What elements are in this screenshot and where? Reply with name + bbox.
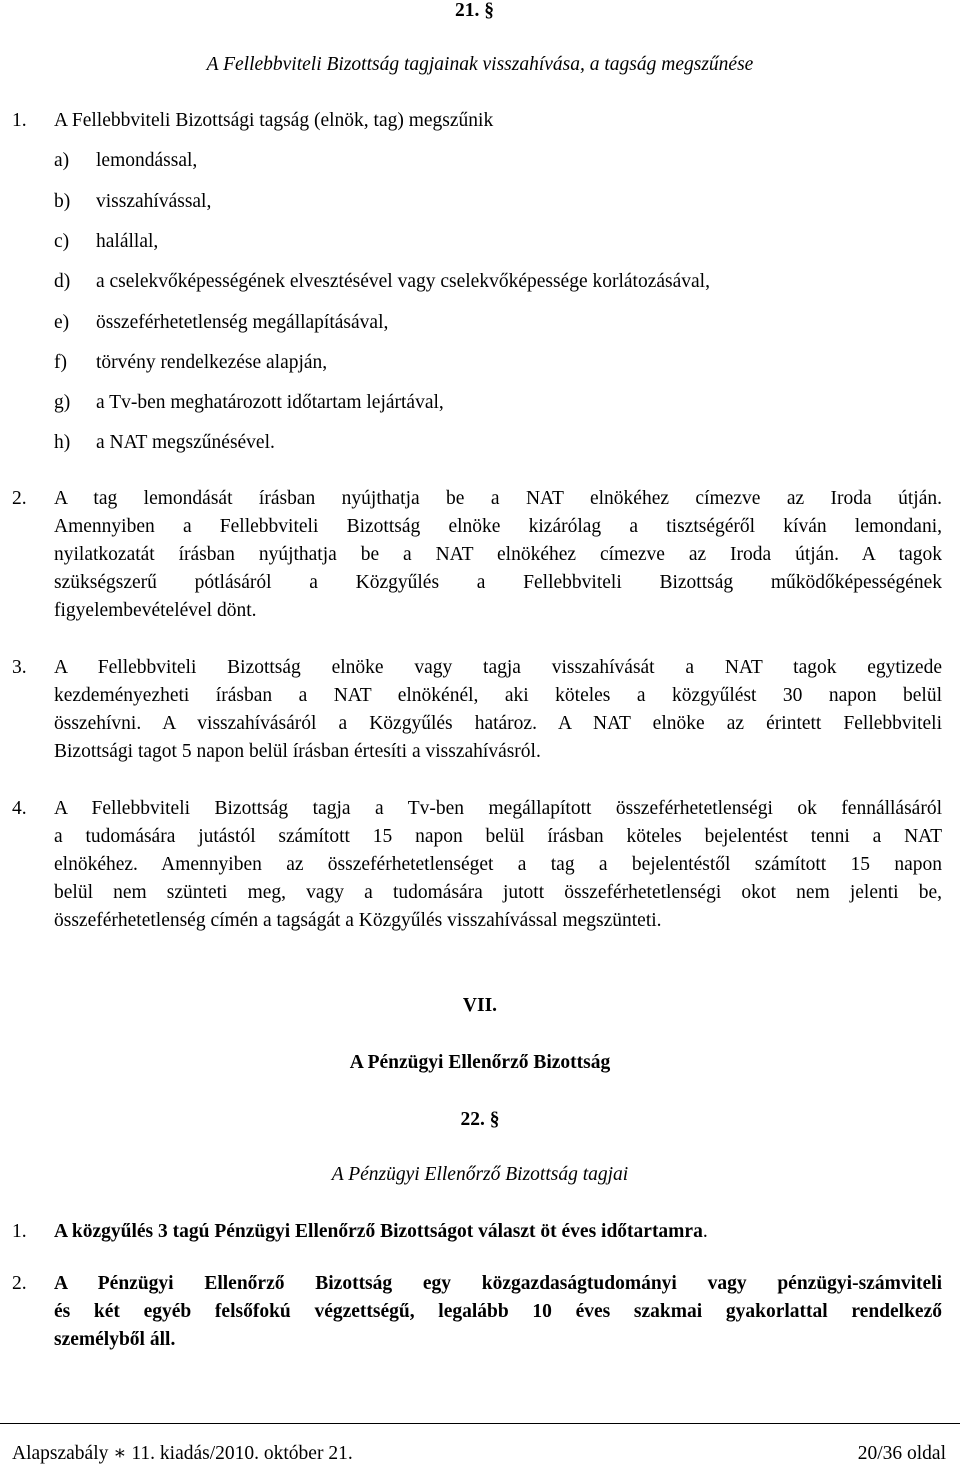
list-item-text: halállal,	[96, 231, 159, 252]
section-21-title: A Fellebbviteli Bizottság tagjainak visszahívása, a tagság megszűnése	[206, 54, 754, 75]
paragraph-2-number: 2.	[12, 488, 27, 509]
paragraph-1-intro: A Fellebbviteli Bizottsági tagság (elnök, tag) megszűnik	[54, 110, 494, 131]
paragraph-line: A tag lemondását írásban nyújthatja be a NAT elnökéhez címezve az Iroda útján.	[54, 488, 942, 509]
paragraph-3-text	[54, 654, 942, 766]
s22-paragraph-1-text	[54, 1218, 708, 1246]
paragraph-line: kezdeményezheti írásban a NAT elnökénél, aki köteles a közgyűlést 30 napon belül	[54, 685, 942, 706]
paragraph-1-number: 1.	[12, 110, 27, 131]
list-item-text: törvény rendelkezése alapján,	[96, 352, 328, 373]
section-22-marker: 22. §	[460, 1109, 500, 1130]
s22-paragraph-2-number: 2.	[12, 1273, 27, 1294]
list-item-letter: d)	[54, 271, 71, 292]
footer-page-number: 20/36 oldal	[857, 1443, 946, 1464]
paragraph-3-number: 3.	[12, 657, 27, 678]
paragraph-line: és két egyéb felsőfokú végzettségű, legalább 10 éves szakmai gyakorlattal rendelkező	[54, 1301, 942, 1322]
paragraph-line: Bizottsági tagot 5 napon belül írásban értesíti a visszahívásról.	[54, 741, 541, 762]
s22-paragraph-2-text	[54, 1270, 942, 1354]
paragraph-line: szükségszerű pótlásáról a Közgyűlés a Fellebbviteli Bizottság működőképességének	[54, 572, 942, 593]
list-item-letter: g)	[54, 392, 71, 413]
paragraph-line: belül nem szünteti meg, vagy a tudomására jutott összeférhetetlenségi okot nem jelenti be,	[54, 882, 942, 903]
list-item-text: a cselekvőképességének elvesztésével vagy cselekvőképessége korlátozásával,	[96, 271, 710, 292]
list-item-text: összeférhetetlenség megállapításával,	[96, 312, 389, 333]
s22-paragraph-1-number: 1.	[12, 1221, 27, 1242]
footer-divider	[0, 1423, 960, 1424]
list-item-text: a NAT megszűnésével.	[96, 432, 275, 453]
paragraph-line: A Pénzügyi Ellenőrző Bizottság egy közgazdaságtudományi vagy pénzügyi-számviteli	[54, 1273, 942, 1294]
list-item-text: a Tv-ben meghatározott időtartam lejártával,	[96, 392, 444, 413]
list-item-letter: e)	[54, 312, 70, 333]
s22-paragraph-1-tail: .	[702, 1221, 708, 1242]
list-item-text: lemondással,	[96, 150, 198, 171]
paragraph-line: személyből áll.	[54, 1329, 176, 1350]
paragraph-line: figyelembevételével dönt.	[54, 600, 257, 621]
paragraph-line: a tudomására jutástól számított 15 napon belül írásban köteles bejelentést tenni a NAT	[54, 826, 942, 847]
s22-paragraph-1-bold: A közgyűlés 3 tagú Pénzügyi Ellenőrző Bizottságot választ öt éves időtartamra	[54, 1221, 703, 1242]
section-22-title: A Pénzügyi Ellenőrző Bizottság tagjai	[331, 1164, 629, 1185]
paragraph-4-number: 4.	[12, 798, 27, 819]
chapter-title: A Pénzügyi Ellenőrző Bizottság	[349, 1052, 611, 1073]
paragraph-line: Amennyiben a Fellebbviteli Bizottság elnöke kizárólag a tisztségéről kíván lemondani,	[54, 516, 942, 537]
chapter-number: VII.	[462, 995, 498, 1016]
list-item-text: visszahívással,	[96, 191, 212, 212]
footer-document-info: Alapszabály ∗ 11. kiadás/2010. október 21.	[12, 1443, 353, 1464]
paragraph-line: összehívni. A visszahívásáról a Közgyűlés határoz. A NAT elnöke az érintett Fellebbviteli	[54, 713, 942, 734]
paragraph-line: A Fellebbviteli Bizottság tagja a Tv-ben megállapított összeférhetetlenségi ok fennállásáról	[54, 798, 942, 819]
list-item-letter: c)	[54, 231, 70, 252]
section-21-marker: 21. §	[455, 0, 494, 21]
paragraph-2-text	[54, 485, 942, 625]
paragraph-line: nyilatkozatát írásban nyújthatja be a NAT elnökéhez címezve az Iroda útján. A tagok	[54, 544, 942, 565]
list-item-letter: b)	[54, 191, 71, 212]
list-item-letter: f)	[54, 352, 67, 373]
list-item-letter: a)	[54, 150, 70, 171]
paragraph-line: elnökéhez. Amennyiben az összeférhetetlenséget a tag a bejelentéstől számított 15 napon	[54, 854, 942, 875]
paragraph-line: A Fellebbviteli Bizottság elnöke vagy tagja visszahívását a NAT tagok egytizede	[54, 657, 942, 678]
paragraph-4-text	[54, 795, 942, 935]
list-item-letter: h)	[54, 432, 71, 453]
paragraph-line: összeférhetetlenség címén a tagságát a Közgyűlés visszahívással megszünteti.	[54, 910, 662, 931]
